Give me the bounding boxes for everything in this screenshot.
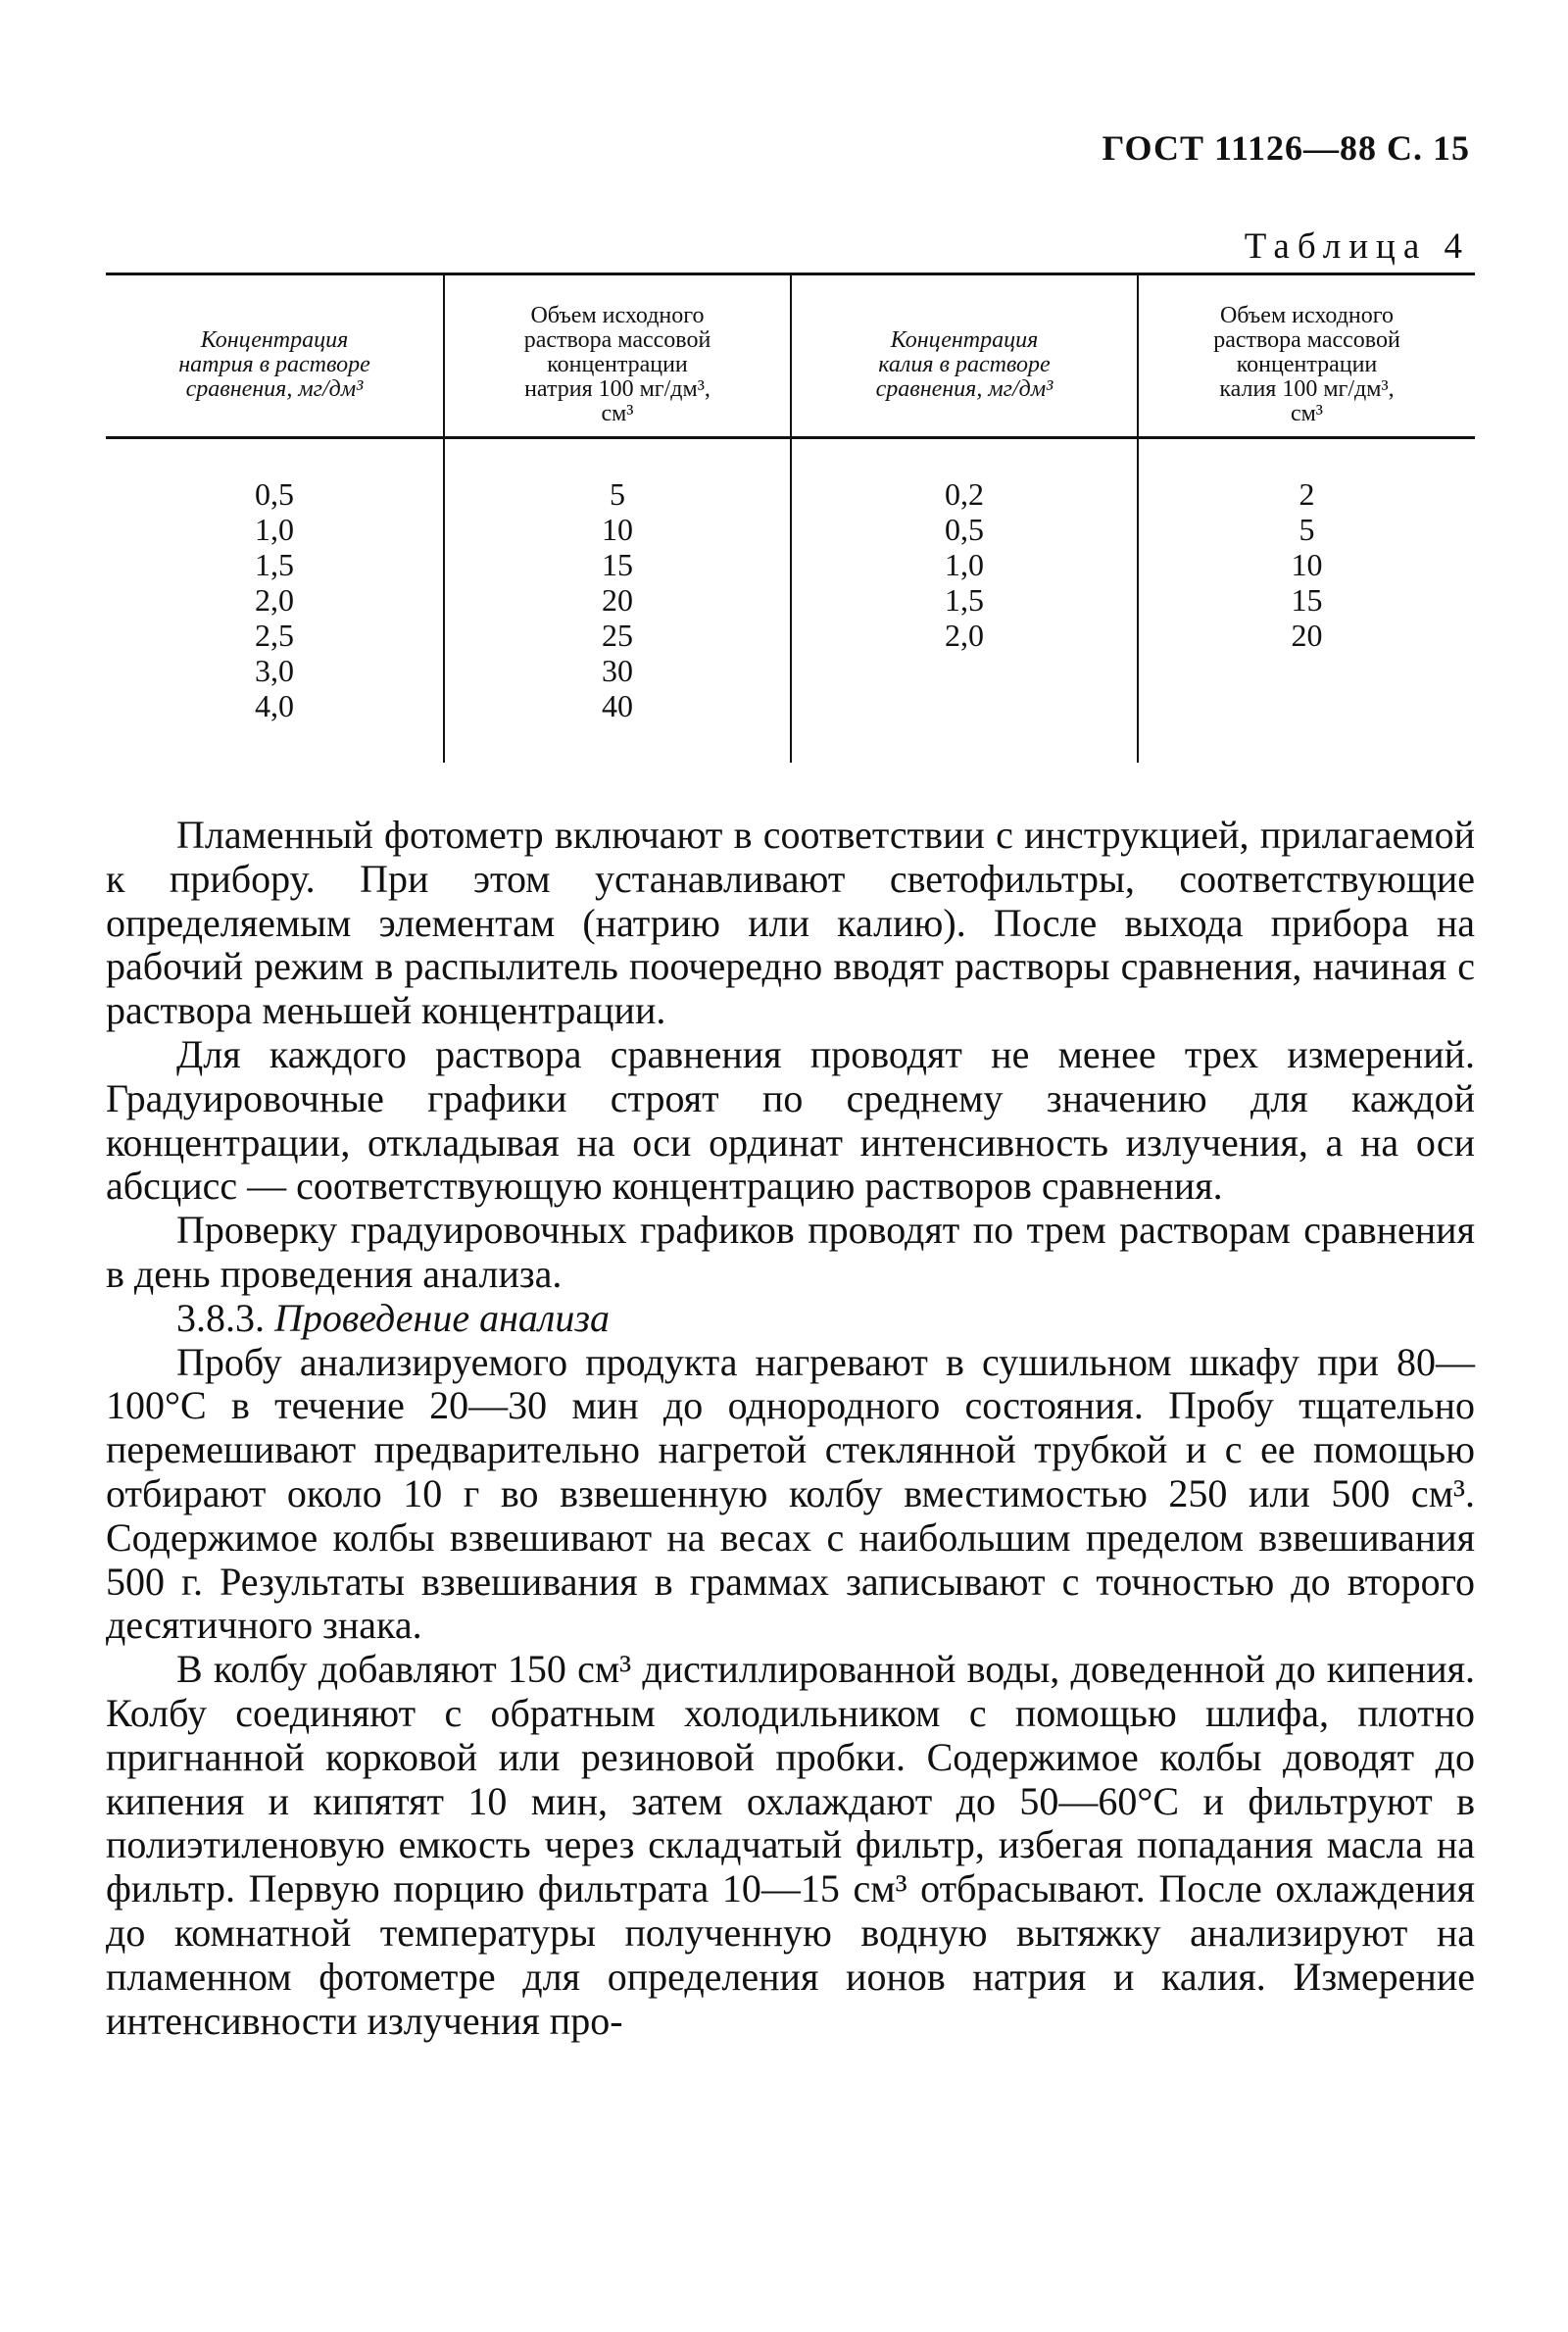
table-cell: 30 — [602, 653, 633, 688]
table-cell: 10 — [602, 512, 633, 547]
table-cell: 2 — [1298, 476, 1315, 512]
table-cell: 20 — [602, 582, 633, 618]
table-cell: 3,0 — [255, 653, 294, 688]
table-cell: 2,5 — [255, 618, 294, 653]
sodium-volume-values — [445, 476, 790, 723]
table-cell: 5 — [610, 476, 625, 512]
paragraph: Проверку градуировочных графиков проводят по трем растворам сравнения в день проведения анализа. — [106, 1208, 1475, 1296]
table-cell: 0,5 — [945, 512, 984, 547]
section-number: 3.8.3. — [176, 1295, 265, 1340]
table-cell: 0,5 — [255, 476, 294, 512]
table-cell: 2,0 — [255, 582, 294, 618]
table-cell: 1,0 — [255, 512, 294, 547]
table-cell: 20 — [1291, 618, 1323, 653]
paragraph: В колбу добавляют 150 см³ дистиллированной воды, доведенной до кипения. Колбу соединяют с обратным холодильником с помощью шлифа, плотно пригнанной корковой или резиновой пробки. Содержимое колбы доводят до кипения и кипятят 10 мин, затем охлаждают до 50—60°С и фильтруют в полиэтиленовую емкость через складчатый фильтр, избегая попадания масла на фильтр. Первую порцию фильтрата 10—15 см³ отбрасывают. После охлаждения до комнатной температуры полученную водную вытяжку анализируют на пламенном фотометре для определения ионов натрия и калия. Измерение интенсивности излучения про- — [106, 1647, 1475, 2043]
paragraph: Для каждого раствора сравнения проводят не менее трех измерений. Градуировочные графики строят по среднему значению для каждой концентрации, откладывая на оси ординат интенсивность излучения, а на оси абсцисс — соответствующую концентрацию растворов сравнения. — [106, 1031, 1475, 1209]
potassium-concentration-values — [792, 476, 1137, 653]
table-cell: 15 — [602, 547, 633, 582]
table-cell: 1,5 — [945, 582, 984, 618]
table-cell: 4,0 — [255, 688, 294, 723]
header-potassium-concentration: Концентрация калия в растворе сравнения, мг/дм³ — [875, 326, 1054, 402]
table-cell: 40 — [602, 688, 633, 723]
paragraph: Пробу анализируемого продукта нагревают в сушильном шкафу при 80—100°С в течение 20—30 мин до однородного состояния. Пробу тщательно перемешивают предварительно нагретой стеклянной трубкой и с ее помощью отбирают около 10 г во взвешенную колбу вместимостью 250 или 500 см³. Содержимое колбы взвешивают на весах с наибольшим пределом взвешивания 500 г. Результаты взвешивания в граммах записывают с точностью до второго десятичного знака. — [106, 1339, 1475, 1648]
potassium-volume-values — [1139, 476, 1475, 653]
sodium-concentration-values — [106, 476, 443, 723]
table-cell: 1,5 — [255, 547, 294, 582]
table-cell: 2,0 — [945, 618, 984, 653]
section-title: Проведение анализа — [274, 1295, 610, 1340]
table-cell: 1,0 — [945, 547, 984, 582]
running-header: ГОСТ 11126—88 С. 15 — [1102, 128, 1470, 168]
section-heading — [106, 1297, 1475, 1341]
header-sodium-concentration: Концентрация натрия в растворе сравнения, мг/дм³ — [178, 326, 370, 402]
header-potassium-volume: Объем исходного раствора массовой концентрации калия 100 мг/дм³, см³ — [1213, 302, 1400, 426]
table-caption: Таблица 4 — [1244, 226, 1470, 267]
table-cell: 0,2 — [945, 476, 984, 512]
body-text — [106, 814, 1475, 2043]
header-sodium-volume: Объем исходного раствора массовой концентрации натрия 100 мг/дм³, см³ — [523, 302, 711, 426]
table-cell: 15 — [1291, 582, 1323, 618]
concentration-table — [106, 273, 1475, 763]
table-cell: 25 — [602, 618, 633, 653]
paragraph: Пламенный фотометр включают в соответствии с инструкцией, прилагаемой к прибору. При этом устанавливают светофильтры, соответствующие определяемым элементам (натрию или калию). После выхода прибора на рабочий режим в распылитель поочередно вводят растворы сравнения, начиная с раствора меньшей концентрации. — [106, 813, 1475, 1033]
table-cell: 5 — [1298, 512, 1315, 547]
table-cell: 10 — [1291, 547, 1323, 582]
